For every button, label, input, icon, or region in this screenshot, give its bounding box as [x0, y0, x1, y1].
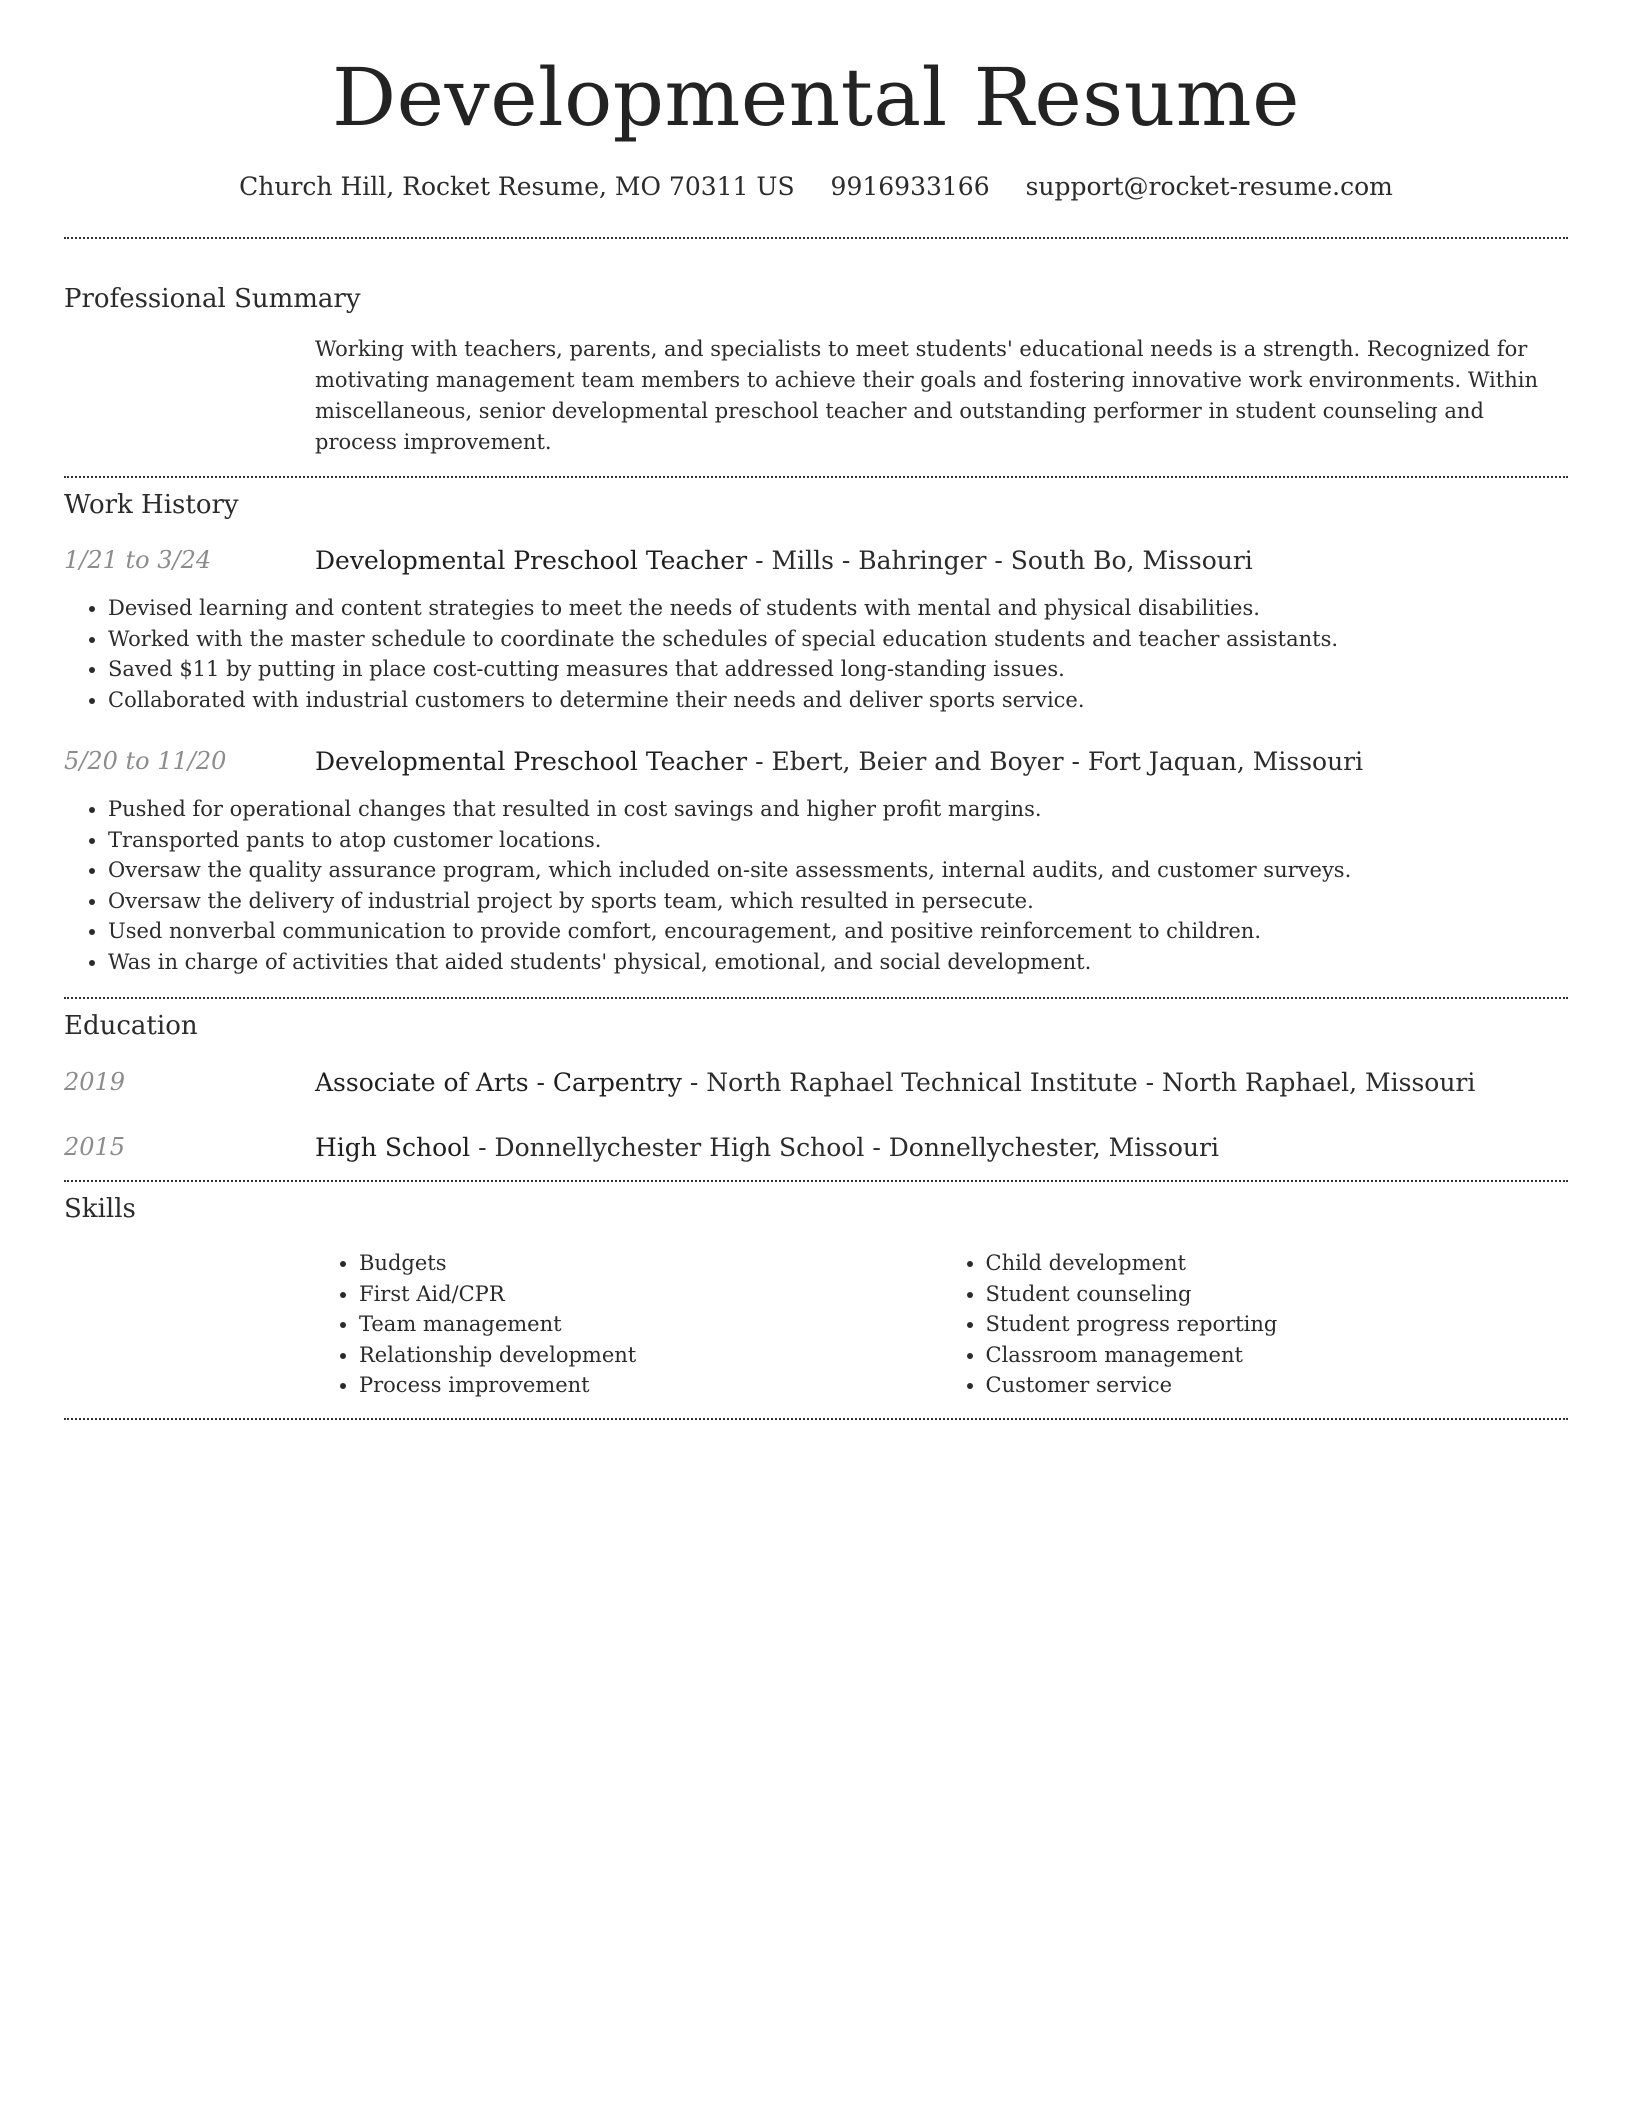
- divider: [64, 476, 1568, 478]
- job-position: Developmental Preschool Teacher: [315, 546, 748, 575]
- resume-title: Developmental Resume: [332, 51, 1300, 144]
- skill-item: • Student counseling: [986, 1279, 1569, 1310]
- job-position: Developmental Preschool Teacher: [315, 747, 748, 776]
- skill-item: • Team management: [359, 1309, 942, 1340]
- skills-list-left: [315, 1248, 942, 1401]
- list-item: • Worked with the master schedule to coordinate the schedules of special education students and teacher assistants.: [108, 624, 1568, 655]
- list-item: • Oversaw the quality assurance program, which included on-site assessments, internal audits, and customer surveys.: [108, 855, 1568, 886]
- education-details: - Donnellychester High School - Donnellychester, Missouri: [470, 1133, 1219, 1162]
- education-year: 2019: [64, 1068, 126, 1096]
- resume-page: [64, 0, 1568, 1420]
- divider: [64, 1180, 1568, 1182]
- skill-item: • Classroom management: [986, 1340, 1569, 1371]
- education-heading: [315, 1133, 1219, 1162]
- list-item: • Transported pants to atop customer locations.: [108, 825, 1568, 856]
- skill-item: • Student progress reporting: [986, 1309, 1569, 1340]
- skill-item: • Process improvement: [359, 1370, 942, 1401]
- list-item: • Was in charge of activities that aided students' physical, emotional, and social development.: [108, 947, 1568, 978]
- skill-item: • Budgets: [359, 1248, 942, 1279]
- education-details: - North Raphael Technical Institute - North Raphael, Missouri: [681, 1068, 1476, 1097]
- job-entry: [64, 546, 1568, 715]
- list-item: • Collaborated with industrial customers to determine their needs and deliver sports service.: [108, 685, 1568, 716]
- job-bullets: [64, 593, 1568, 715]
- contact-line: [64, 172, 1568, 201]
- education-degree: High School: [315, 1133, 471, 1162]
- contact-email: support@rocket-resume.com: [1025, 172, 1393, 201]
- education-entry: [64, 1133, 1568, 1162]
- skill-item: • Customer service: [986, 1370, 1569, 1401]
- education-year: 2015: [64, 1133, 126, 1161]
- section-title-summary: Professional Summary: [64, 284, 361, 314]
- section-title-skills: Skills: [64, 1194, 136, 1224]
- contact-address: Church Hill, Rocket Resume, MO 70311 US: [239, 172, 795, 201]
- skill-item: • Child development: [986, 1248, 1569, 1279]
- list-item: • Saved $11 by putting in place cost-cutting measures that addressed long-standing issues.: [108, 654, 1568, 685]
- divider: [64, 997, 1568, 999]
- list-item: • Devised learning and content strategies to meet the needs of students with mental and physical disabilities.: [108, 593, 1568, 624]
- job-heading: [315, 546, 1253, 575]
- summary-text: Working with teachers, parents, and specialists to meet students' educational needs is a strength. Recognized for motivating management team members to achieve their goals and fostering innovative work environments. Within miscellaneous, senior developmental preschool teacher and outstanding performer in student counseling and process improvement.: [315, 337, 1538, 454]
- list-item: • Used nonverbal communication to provide comfort, encouragement, and positive reinforcement to children.: [108, 916, 1568, 947]
- section-title-work-history: Work History: [64, 490, 239, 520]
- skills-columns: [315, 1248, 1568, 1401]
- divider: [64, 237, 1568, 239]
- divider: [64, 1418, 1568, 1420]
- education-heading: [315, 1068, 1475, 1097]
- job-bullets: [64, 794, 1568, 977]
- section-title-education: Education: [64, 1011, 198, 1041]
- job-dates: 5/20 to 11/20: [64, 747, 227, 775]
- skill-item: • Relationship development: [359, 1340, 942, 1371]
- skill-item: • First Aid/CPR: [359, 1279, 942, 1310]
- skills-list-right: [942, 1248, 1569, 1401]
- job-heading: [315, 747, 1363, 776]
- job-details: - Ebert, Beier and Boyer - Fort Jaquan, Missouri: [747, 747, 1364, 776]
- job-dates: 1/21 to 3/24: [64, 546, 212, 574]
- education-entry: [64, 1068, 1568, 1097]
- contact-phone: 9916933166: [830, 172, 990, 201]
- education-degree: Associate of Arts - Carpentry: [315, 1068, 682, 1097]
- list-item: • Pushed for operational changes that resulted in cost savings and higher profit margins.: [108, 794, 1568, 825]
- job-entry: [64, 747, 1568, 977]
- job-details: - Mills - Bahringer - South Bo, Missouri: [747, 546, 1253, 575]
- list-item: • Oversaw the delivery of industrial project by sports team, which resulted in persecute.: [108, 886, 1568, 917]
